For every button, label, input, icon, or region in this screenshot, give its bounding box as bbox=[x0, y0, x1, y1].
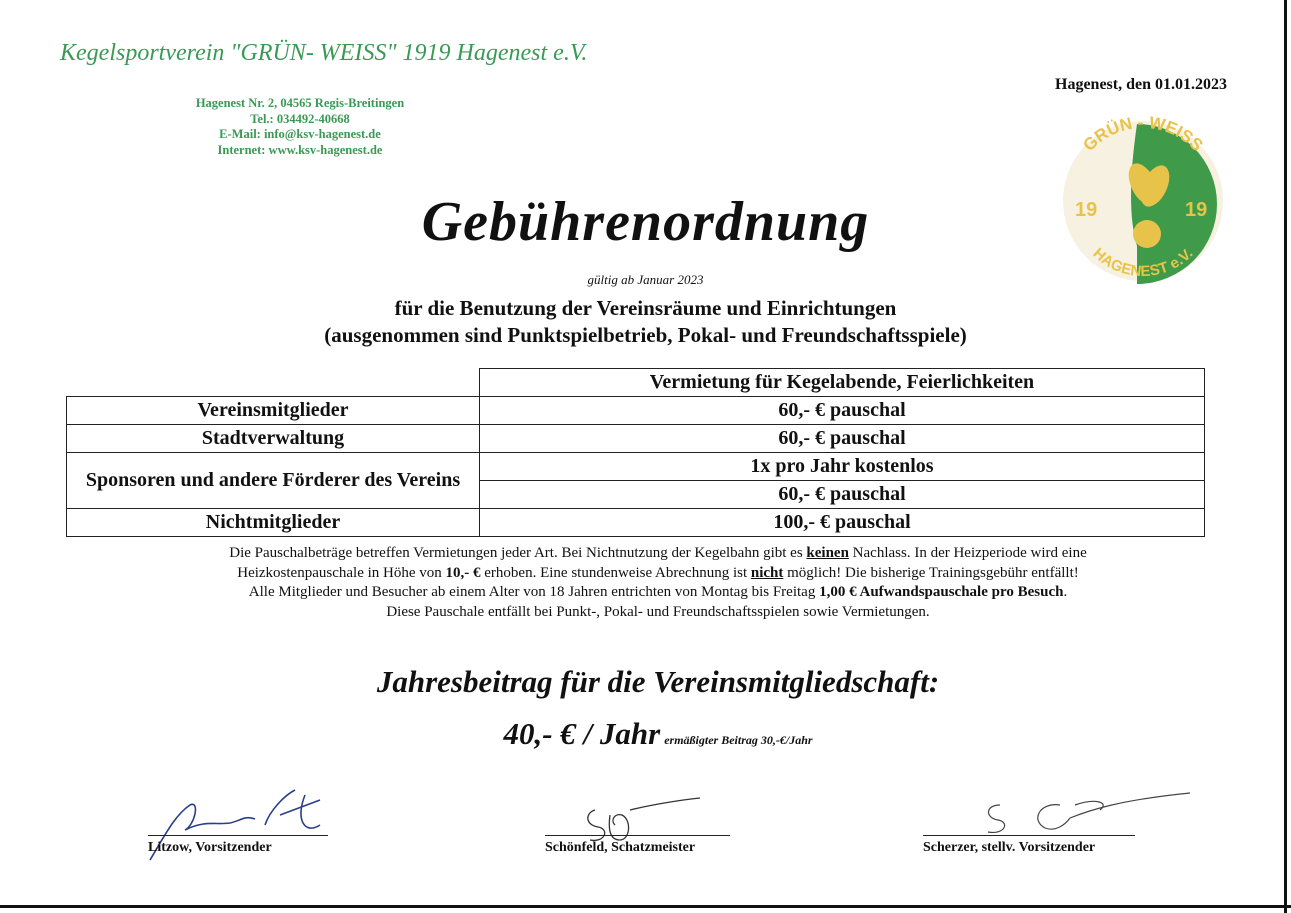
annual-fee-value: 40,- € / Jahr bbox=[503, 716, 661, 751]
club-name: Kegelsportverein "GRÜN- WEISS" 1919 Hagenest e.V. bbox=[60, 40, 588, 66]
signature-line: Schönfeld, Schatzmeister bbox=[545, 835, 730, 856]
note-emphasis: keinen bbox=[806, 545, 849, 561]
signature-line: Scherzer, stellv. Vorsitzender bbox=[923, 835, 1135, 856]
email-line: E-Mail: info@ksv-hagenest.de bbox=[219, 127, 381, 141]
table-row bbox=[67, 425, 1205, 453]
note-line: Diese Pauschale entfällt bei Punkt-, Pokal- und Freundschaftsspielen sowie Vermietungen. bbox=[386, 603, 930, 620]
note-text: erhoben. Eine stundenweise Abrechnung ist bbox=[480, 564, 751, 581]
annual-fee-heading: Jahresbeitrag für die Vereinsmitgliedschaft: bbox=[376, 664, 940, 699]
fee-table bbox=[66, 368, 1205, 537]
purpose-block bbox=[0, 295, 1291, 349]
address-line: Hagenest Nr. 2, 04565 Regis-Breitingen bbox=[195, 96, 405, 110]
price-cell: 100,- € pauschal bbox=[480, 509, 1205, 537]
note-line bbox=[0, 583, 1291, 603]
note-text: . bbox=[1063, 584, 1068, 600]
note-bold: 10,- € bbox=[445, 564, 481, 581]
annual-fee-reduced: ermäßigter Beitrag 30,-€/Jahr bbox=[664, 733, 813, 747]
page-title: Gebührenordnung bbox=[421, 191, 870, 253]
price-cell: 60,- € pauschal bbox=[480, 481, 1205, 509]
note-line bbox=[0, 544, 1291, 564]
group-cell: Sponsoren und andere Förderer des Vereins bbox=[67, 453, 480, 509]
note-text: Nachlass. In der Heizperiode wird eine bbox=[848, 545, 1087, 561]
note-text: Alle Mitglieder und Besucher ab einem Alter von 18 Jahren entrichten von Montag bis Freitag bbox=[248, 584, 820, 600]
table-row bbox=[67, 453, 1205, 481]
note-text: Die Pauschalbeträge betreffen Vermietungen jeder Art. Bei Nichtnutzung der Kegelbahn gibt es bbox=[229, 545, 807, 561]
table-corner bbox=[67, 369, 480, 397]
group-cell: Nichtmitglieder bbox=[67, 509, 480, 537]
date-line: Hagenest, den 01.01.2023 bbox=[1055, 76, 1227, 93]
logo-year-right: 19 bbox=[1185, 199, 1208, 221]
price-cell: 60,- € pauschal bbox=[480, 425, 1205, 453]
phone-line: Tel.: 034492-40668 bbox=[250, 111, 350, 126]
notes-block bbox=[0, 544, 1291, 622]
valid-from: gültig ab Januar 2023 bbox=[587, 272, 704, 287]
signature-line: Litzow, Vorsitzender bbox=[148, 835, 328, 856]
page-border-right bbox=[1284, 0, 1287, 913]
price-cell: 1x pro Jahr kostenlos bbox=[480, 453, 1205, 481]
purpose-line: (ausgenommen sind Punktspielbetrieb, Pokal- und Freundschaftsspiele) bbox=[324, 323, 967, 347]
table-row bbox=[67, 397, 1205, 425]
note-text: Heizkostenpauschale in Höhe von bbox=[237, 564, 446, 581]
column-header: Vermietung für Kegelabende, Feierlichkeiten bbox=[480, 369, 1205, 397]
table-header-row bbox=[67, 369, 1205, 397]
contact-block bbox=[150, 96, 450, 158]
note-bold: 1,00 € Aufwandspauschale pro Besuch bbox=[819, 584, 1064, 600]
purpose-line: für die Benutzung der Vereinsräume und Einrichtungen bbox=[394, 296, 897, 320]
annual-fee-amount bbox=[0, 716, 1291, 752]
table-row bbox=[67, 509, 1205, 537]
signature-stroke bbox=[988, 793, 1190, 832]
note-emphasis: nicht bbox=[750, 564, 784, 581]
page-border-bottom bbox=[0, 905, 1291, 908]
logo-year-left: 19 bbox=[1075, 199, 1098, 221]
price-cell: 60,- € pauschal bbox=[480, 397, 1205, 425]
group-cell: Stadtverwaltung bbox=[67, 425, 480, 453]
logo-top-text: GRÜN - WEISS bbox=[1079, 112, 1207, 155]
logo-bottom-text: HAGENEST e.V. bbox=[1089, 244, 1197, 281]
note-text: möglich! Die bisherige Trainingsgebühr entfällt! bbox=[783, 564, 1079, 581]
website-line: Internet: www.ksv-hagenest.de bbox=[217, 142, 383, 157]
group-cell: Vereinsmitglieder bbox=[67, 397, 480, 425]
note-line bbox=[0, 564, 1291, 584]
